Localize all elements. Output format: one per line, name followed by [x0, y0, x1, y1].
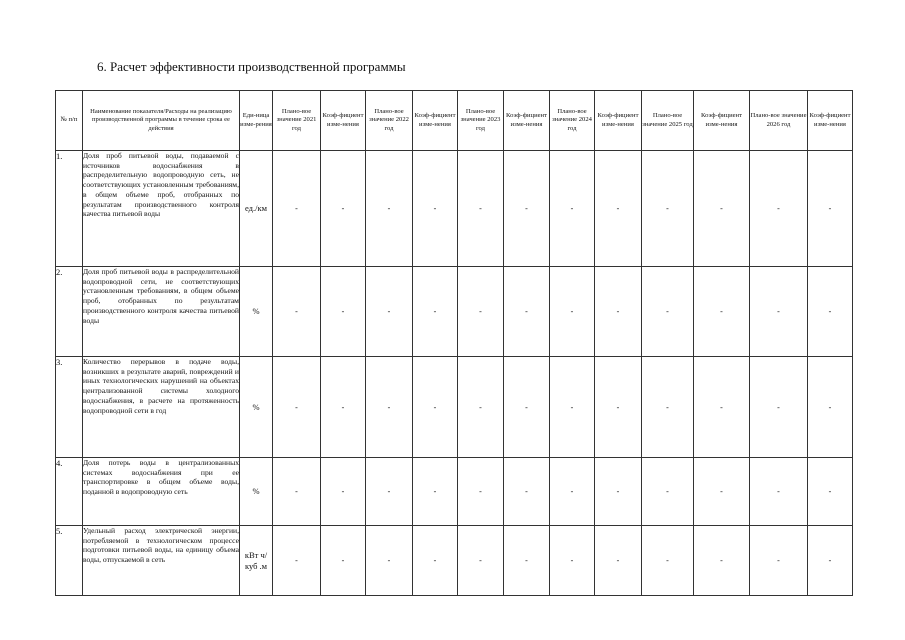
- header-cell: Коэф-фициент изме-нения: [595, 91, 642, 151]
- value-cell: -: [413, 526, 458, 596]
- value-cell: -: [366, 267, 413, 357]
- value-cell: -: [273, 526, 321, 596]
- table-row: [56, 526, 853, 596]
- page-title: 6. Расчет эффективности производственной программы: [97, 59, 406, 74]
- value-cell: -: [458, 267, 504, 357]
- row-number: 1.: [56, 151, 83, 267]
- value-cell: -: [321, 458, 366, 526]
- header-cell: № п/п: [56, 91, 83, 151]
- header-cell: Коэф-фициент изме-нения: [504, 91, 550, 151]
- value-cell: -: [595, 458, 642, 526]
- header-cell: Плано-вое значение 2022 год: [366, 91, 413, 151]
- header-cell: Коэф-фициент изме-нения: [321, 91, 366, 151]
- unit-cell: %: [240, 458, 273, 526]
- value-cell: -: [366, 357, 413, 458]
- value-cell: -: [413, 458, 458, 526]
- value-cell: -: [413, 267, 458, 357]
- value-cell: -: [808, 458, 853, 526]
- header-cell: Плано-вое значение 2024 год: [550, 91, 595, 151]
- value-cell: -: [321, 151, 366, 267]
- value-cell: -: [273, 267, 321, 357]
- indicator-name: Доля проб питьевой воды, подаваемой с источников водоснабжения в распределительную водопроводную сеть, не соответствующих установленным требованиям, в общем объеме проб, отобранных по результатам производственного контроля качества питьевой воды: [83, 151, 240, 267]
- value-cell: -: [504, 357, 550, 458]
- value-cell: -: [550, 267, 595, 357]
- value-cell: -: [321, 267, 366, 357]
- value-cell: -: [504, 151, 550, 267]
- row-number: 4.: [56, 458, 83, 526]
- value-cell: -: [642, 526, 694, 596]
- value-cell: -: [504, 458, 550, 526]
- value-cell: -: [504, 526, 550, 596]
- unit-cell: %: [240, 267, 273, 357]
- table-row: [56, 357, 853, 458]
- value-cell: -: [413, 151, 458, 267]
- value-cell: -: [694, 267, 750, 357]
- value-cell: -: [366, 526, 413, 596]
- value-cell: -: [595, 357, 642, 458]
- header-cell: Плано-вое значение 2026 год: [750, 91, 808, 151]
- indicator-name: Доля проб питьевой воды в распределительной водопроводной сети, не соответствующих установленным требованиям, в общем объеме проб, отобранных по результатам производственного контроля качества питьевой воды: [83, 267, 240, 357]
- header-cell: Плано-вое значение 2021 год: [273, 91, 321, 151]
- value-cell: -: [595, 267, 642, 357]
- value-cell: -: [458, 357, 504, 458]
- value-cell: -: [750, 458, 808, 526]
- value-cell: -: [550, 458, 595, 526]
- unit-cell: %: [240, 357, 273, 458]
- value-cell: -: [273, 458, 321, 526]
- value-cell: -: [321, 526, 366, 596]
- value-cell: -: [750, 151, 808, 267]
- table-row: [56, 458, 853, 526]
- value-cell: -: [550, 526, 595, 596]
- indicator-name: Доля потерь воды в централизованных системах водоснабжения при ее транспортировке в общем объеме воды, поданной в водопроводную сеть: [83, 458, 240, 526]
- value-cell: -: [808, 267, 853, 357]
- header-cell: Коэф-фициент изме-нения: [808, 91, 853, 151]
- table-header-row: [56, 91, 853, 151]
- value-cell: -: [642, 357, 694, 458]
- value-cell: -: [750, 357, 808, 458]
- header-cell: Еди-ница изме-рения: [240, 91, 273, 151]
- value-cell: -: [458, 526, 504, 596]
- table-row: [56, 151, 853, 267]
- header-cell: Плано-вое значение 2025 год: [642, 91, 694, 151]
- indicator-name: Удельный расход электрической энергии, потребляемой в технологическом процессе подготовки питьевой воды, на единицу объема воды, отпускаемой в сеть: [83, 526, 240, 596]
- value-cell: -: [550, 357, 595, 458]
- value-cell: -: [750, 526, 808, 596]
- row-number: 2.: [56, 267, 83, 357]
- value-cell: -: [595, 526, 642, 596]
- value-cell: -: [366, 458, 413, 526]
- value-cell: -: [550, 151, 595, 267]
- value-cell: -: [642, 151, 694, 267]
- value-cell: -: [694, 151, 750, 267]
- value-cell: -: [273, 357, 321, 458]
- value-cell: -: [458, 458, 504, 526]
- efficiency-table: [55, 90, 853, 596]
- value-cell: -: [750, 267, 808, 357]
- value-cell: -: [808, 357, 853, 458]
- row-number: 3.: [56, 357, 83, 458]
- table-row: [56, 267, 853, 357]
- header-cell: Коэф-фициент изме-нения: [694, 91, 750, 151]
- value-cell: -: [504, 267, 550, 357]
- value-cell: -: [808, 526, 853, 596]
- value-cell: -: [694, 458, 750, 526]
- value-cell: -: [694, 526, 750, 596]
- header-cell: Плано-вое значение 2023 год: [458, 91, 504, 151]
- indicator-name: Количество перерывов в подаче воды, возникших в результате аварий, повреждений и иных технологических нарушений на объектах централизованной системы холодного водоснабжения, в расчете на протяженность водопроводной сети в год: [83, 357, 240, 458]
- value-cell: -: [642, 458, 694, 526]
- header-cell: Наименование показателя/Расходы на реализацию производственной программы в течение срока ее действия: [83, 91, 240, 151]
- unit-cell: кВт ч/куб .м: [240, 526, 273, 596]
- value-cell: -: [808, 151, 853, 267]
- value-cell: -: [458, 151, 504, 267]
- value-cell: -: [366, 151, 413, 267]
- header-cell: Коэф-фициент изме-нения: [413, 91, 458, 151]
- unit-cell: ед./км: [240, 151, 273, 267]
- value-cell: -: [273, 151, 321, 267]
- value-cell: -: [595, 151, 642, 267]
- value-cell: -: [694, 357, 750, 458]
- value-cell: -: [413, 357, 458, 458]
- row-number: 5.: [56, 526, 83, 596]
- value-cell: -: [642, 267, 694, 357]
- value-cell: -: [321, 357, 366, 458]
